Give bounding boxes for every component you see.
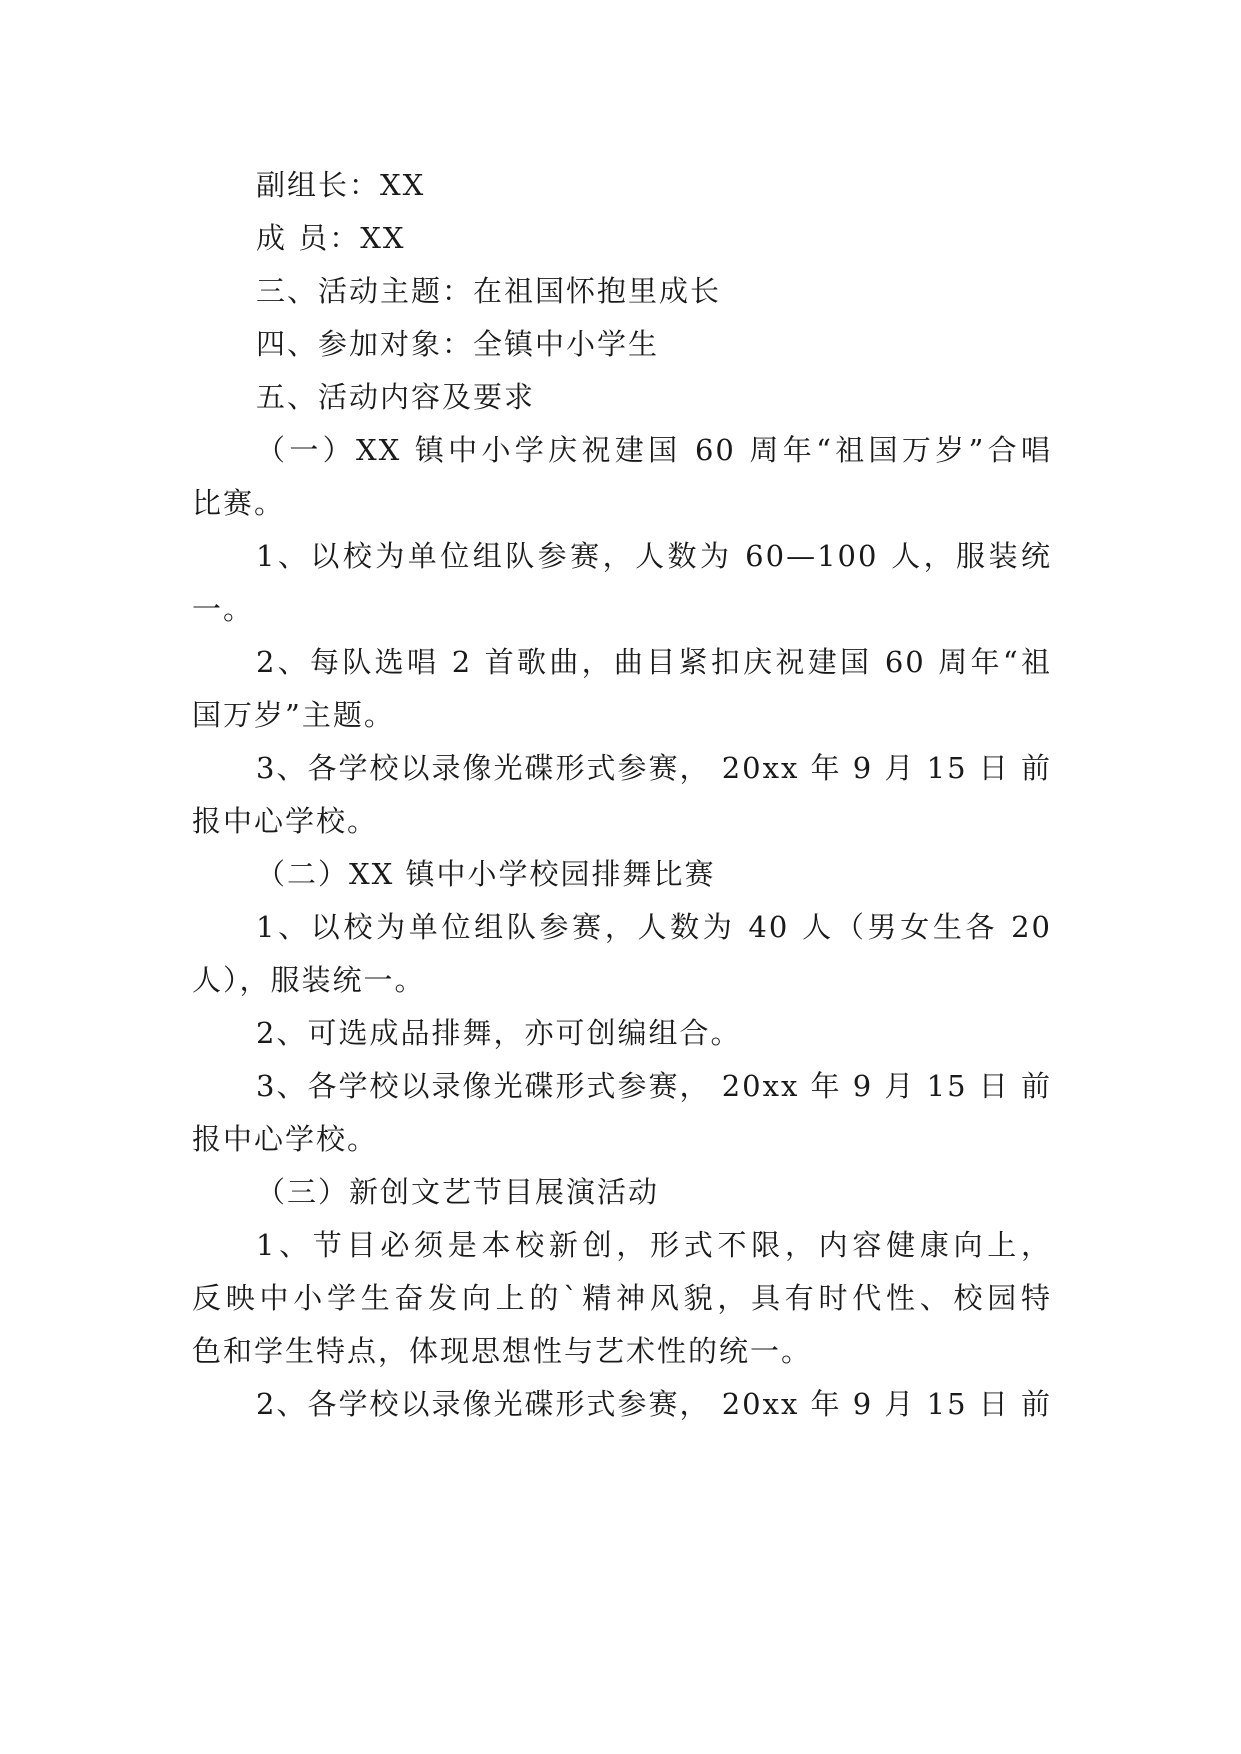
section-heading-content: 五、活动内容及要求	[256, 380, 536, 414]
text-line-participants: 四、参加对象：全镇中小学生	[256, 327, 660, 361]
text-line-item-cont: 国万岁”主题。	[192, 698, 395, 732]
text-line-item-cont: 反映中小学生奋发向上的`精神风貌，具有时代性、校园特	[192, 1281, 1052, 1315]
text-line-item-cont: 色和学生特点，体现思想性与艺术性的统一。	[192, 1334, 813, 1368]
text-line-item-cont: 一。	[192, 592, 255, 626]
text-line-subsection-3: （三）新创文艺节目展演活动	[256, 1175, 660, 1209]
text-line-deputy-leader: 副组长：XX	[256, 168, 426, 202]
text-line-subsection-2: （二）XX 镇中小学校园排舞比赛	[256, 857, 716, 891]
text-line-item: 2、每队选唱 2 首歌曲，曲目紧扣庆祝建国 60 周年“祖	[256, 645, 1052, 679]
text-line-activity-theme: 三、活动主题：在祖国怀抱里成长	[256, 274, 722, 308]
text-line-item: 2、可选成品排舞，亦可创编组合。	[256, 1016, 742, 1050]
text-line-item-cont: 报中心学校。	[192, 1122, 379, 1156]
text-line-item: 1、以校为单位组队参赛，人数为 60—100 人，服装统	[256, 539, 1052, 573]
text-line-subsection-1-cont: 比赛。	[192, 486, 286, 520]
text-line-item: 1、节目必须是本校新创，形式不限，内容健康向上，	[256, 1228, 1052, 1262]
text-line-item: 1、以校为单位组队参赛，人数为 40 人（男女生各 20	[256, 910, 1052, 944]
text-line-item: 2、各学校以录像光碟形式参赛， 20xx 年 9 月 15 日 前	[256, 1387, 1052, 1421]
text-line-item-cont: 人），服装统一。	[192, 963, 426, 997]
text-line-item: 3、各学校以录像光碟形式参赛， 20xx 年 9 月 15 日 前	[256, 751, 1052, 785]
text-line-item-cont: 报中心学校。	[192, 804, 379, 838]
text-line-members: 成 员：XX	[256, 221, 406, 255]
text-line-item: 3、各学校以录像光碟形式参赛， 20xx 年 9 月 15 日 前	[256, 1069, 1052, 1103]
text-line-subsection-1: （一）XX 镇中小学庆祝建国 60 周年“祖国万岁”合唱	[256, 433, 1052, 467]
